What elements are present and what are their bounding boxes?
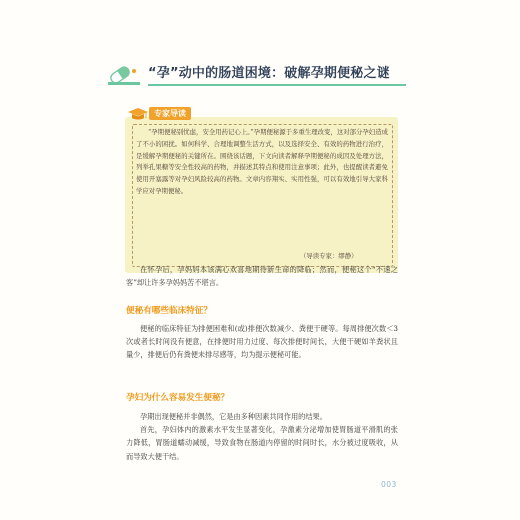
- section-paragraph: 便秘的临床特征为排便困难和(或)排便次数减少、粪便干硬等。每周排便次数＜3次或者长时间没有便意，在排便时用力过度、每次排便时间长，大便干硬如羊粪状且量少，排便后仍有粪便未排尽感等，均为提示便秘可能。: [126, 324, 398, 360]
- page-number: 003: [381, 480, 397, 489]
- title-underline: [148, 84, 406, 86]
- section-heading-clinical-features: 便秘有哪些临床特征？: [126, 306, 212, 316]
- title-accent-bar: [108, 82, 140, 85]
- section-body-causes: [126, 410, 398, 463]
- intro-text: [126, 263, 398, 289]
- chapter-title-block: [108, 60, 408, 82]
- section-body-clinical-features: [126, 322, 398, 362]
- expert-guide-text: [136, 127, 388, 198]
- expert-guide-paragraph: “孕期便秘别忧虑，安全用药记心上。”孕期便秘源于多重生理改变，这对部分孕妇造成了不小的困扰。如何科学、合理地调整生活方式，以及选择安全、有效的药物进行治疗，是缓解孕期便秘的关键所在。围绕该话题，下文向读者解释孕期便秘的成因及处理方法，列举孔果糖等安全性较高的药物，并描述其特点和使用注意事项；此外，也提醒读者避免使用开塞露等对孕妇风险较高的药物。文章内容翔实、实用性强，可以有效地引导大家科学应对孕期便秘。: [136, 128, 388, 195]
- chapter-title: “孕”动中的肠道困境：破解孕期便秘之谜: [148, 66, 390, 81]
- section-heading-causes: 孕妇为什么容易发生便秘？: [126, 393, 230, 403]
- section-paragraph: 首先，孕妇体内的激素水平发生显著变化，孕激素分泌增加使胃肠道平滑肌的张力降低，胃肠道蠕动减缓，导致食物在肠道内停留的时间时长，水分被过度吸收，从而导致大便干结。: [126, 425, 398, 461]
- expert-guide-signature: （导读专家：缪静）: [300, 252, 358, 260]
- intro-paragraph: 在怀孕后，孕妈妈本该满心欢喜地期待新生命的降临；然而，便秘这个“不速之客”却让许多孕妈妈苦不堪言。: [126, 265, 398, 288]
- section-paragraph: 孕期出现便秘并非偶然，它是由多种因素共同作用的结果。: [140, 412, 327, 421]
- expert-guide-label: 专家导读: [149, 107, 191, 120]
- graduation-cap-icon: [127, 106, 149, 122]
